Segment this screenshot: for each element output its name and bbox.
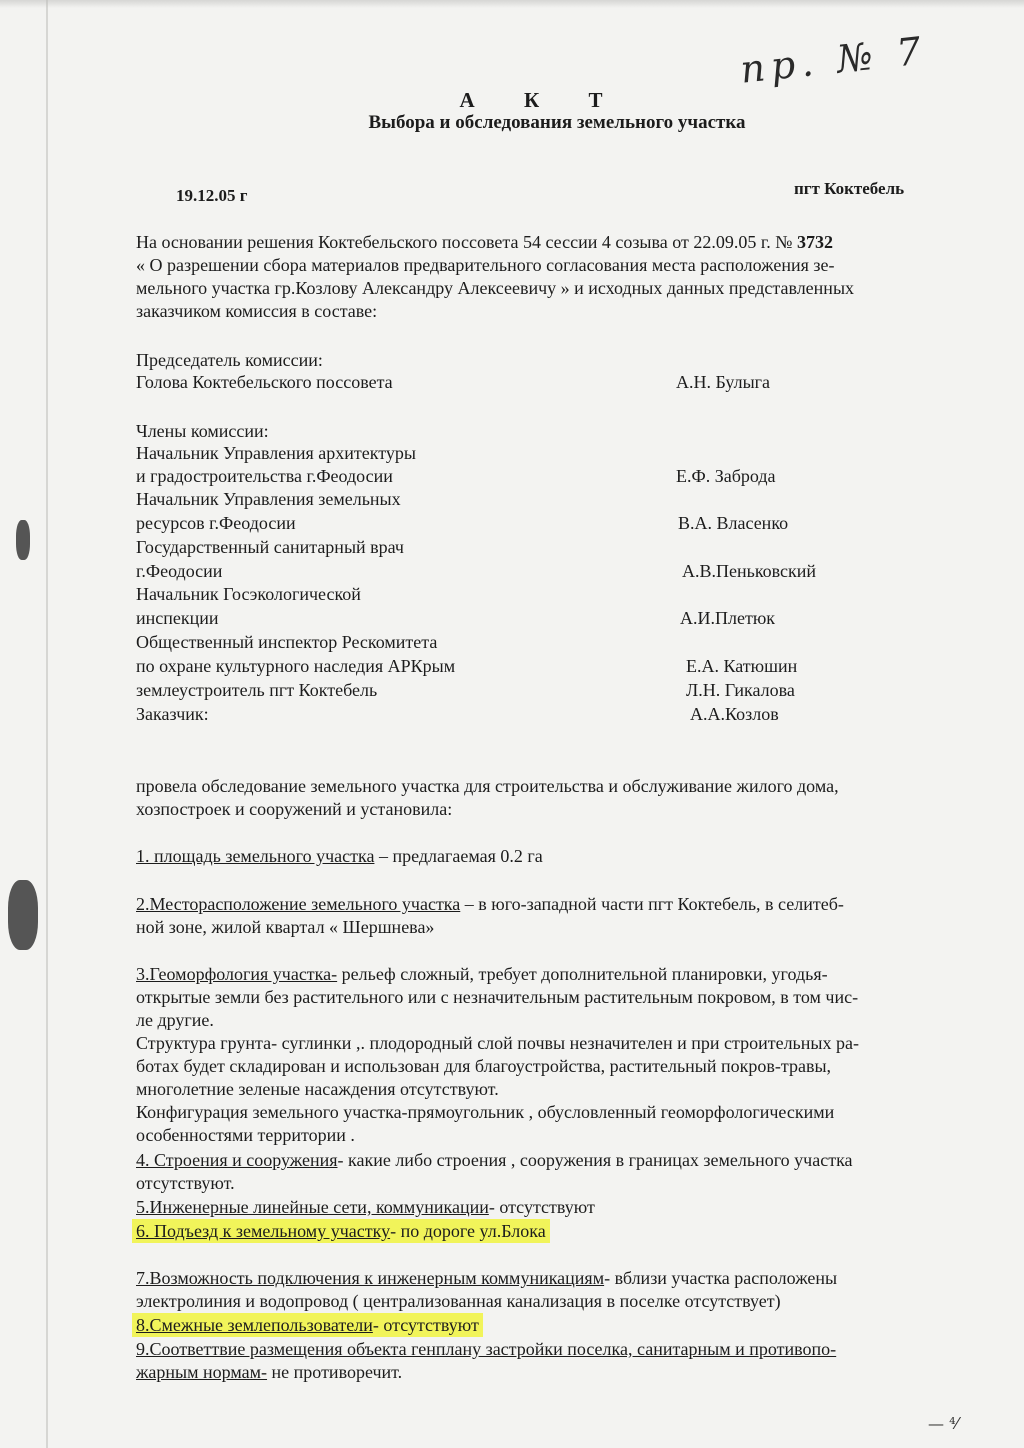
member-position: землеустроитель пгт Коктебель — [136, 680, 378, 700]
handwritten-annotation: пр. № 7 — [738, 28, 929, 92]
punch-hole-mark — [8, 880, 38, 950]
document-place: пгт Коктебель — [794, 179, 905, 198]
finding-item-8: 8.Смежные землепользователи- отсутствуют — [136, 1314, 483, 1337]
chairman-heading: Председатель комиссии: — [136, 350, 323, 370]
member-name: Е.Ф. Заброда — [676, 466, 776, 486]
customer-label: Заказчик: — [136, 704, 209, 724]
member-position: г.Феодосии — [136, 561, 223, 581]
scan-top-shadow — [0, 0, 1024, 8]
finding-item-6: 6. Подъезд к земельному участку- по дороге ул.Блока — [136, 1220, 550, 1243]
finding-item-3: 3.Геоморфология участка- рельеф сложный, требует дополнительной планировки, угодья- — [136, 964, 828, 984]
finding-item-7: 7.Возможность подключения к инженерным коммуникациям- вблизи участка расположены — [136, 1268, 838, 1288]
member-name: Л.Н. Гикалова — [686, 680, 795, 700]
member-position: Голова Коктебельского поссовета — [136, 372, 393, 392]
customer-name: А.А.Козлов — [690, 704, 779, 724]
preamble-line: « О разрешении сбора материалов предварительного согласования места расположения зе- — [136, 255, 835, 275]
finding-item-3-cont: Конфигурация земельного участка-прямоугольник , обусловленный геоморфологическими — [136, 1102, 835, 1122]
document-date: 19.12.05 г — [176, 186, 248, 205]
conclusion-intro-line: хозпостроек и сооружений и установила: — [136, 799, 453, 819]
member-position: инспекции — [136, 608, 219, 628]
finding-item-2-cont: ной зоне, жилой квартал « Шершнева» — [136, 917, 435, 937]
finding-item-3-cont: открытые земли без растительного или с незначительным растительным покровом, в том чис- — [136, 987, 859, 1007]
finding-item-5: 5.Инженерные линейные сети, коммуникации- отсутствуют — [136, 1197, 595, 1217]
member-position: Начальник Управления земельных — [136, 489, 401, 509]
preamble-line: заказчиком комиссия в составе: — [136, 301, 378, 321]
preamble-line: мельного участка гр.Козлову Александру Алексеевичу » и исходных данных представленных — [136, 278, 855, 298]
finding-item-4: 4. Строения и сооружения- какие либо строения , сооружения в границах земельного участка — [136, 1150, 853, 1170]
members-heading: Члены комиссии: — [136, 421, 269, 441]
member-position: по охране культурного наследия АРКрым — [136, 656, 456, 676]
finding-item-3-cont: ле другие. — [136, 1010, 214, 1030]
page-continuation-mark: — ⁴⁄ — [928, 1414, 959, 1433]
document-subtitle: Выбора и обследования земельного участка — [368, 112, 746, 133]
punch-hole-mark — [16, 520, 30, 560]
finding-item-4-cont: отсутствуют. — [136, 1173, 235, 1193]
finding-item-9-cont: жарным нормам- не противоречит. — [136, 1362, 403, 1382]
finding-item-3-cont: ботах будет складирован и использован для благоустройства, растительный покров-травы, — [136, 1056, 832, 1076]
member-name: А.В.Пеньковский — [682, 561, 817, 581]
preamble-line: На основании решения Коктебельского поссовета 54 сессии 4 созыва от 22.09.05 г. № 3732 — [136, 232, 833, 252]
member-position: Государственный санитарный врач — [136, 537, 404, 557]
member-name: А.И.Плетюк — [680, 608, 776, 628]
member-position: Общественный инспектор Рескомитета — [136, 632, 438, 652]
finding-item-3-cont: многолетние зеленые насаждения отсутствуют. — [136, 1079, 499, 1099]
finding-item-9: 9.Соответтвие размещения объекта генплану застройки поселка, санитарным и противопо- — [136, 1339, 837, 1359]
scan-fold-line — [46, 0, 48, 1448]
finding-item-7-cont: электролиния и водопровод ( централизованная канализация в поселке отсутствует) — [136, 1291, 781, 1311]
finding-item-1: 1. площадь земельного участка – предлагаемая 0.2 га — [136, 846, 543, 866]
finding-item-3-cont: особенностями территории . — [136, 1125, 355, 1145]
finding-item-3-cont: Структура грунта- суглинки ,. плодородный слой почвы незначителен и при строительных ра- — [136, 1033, 859, 1053]
member-position: и градостроительства г.Феодосии — [136, 466, 393, 486]
finding-item-2: 2.Месторасположение земельного участка – в юго-западной части пгт Коктебель, в селитеб- — [136, 894, 844, 914]
member-name: А.Н. Булыга — [676, 372, 771, 392]
member-position: Начальник Управления архитектуры — [136, 443, 416, 463]
conclusion-intro-line: провела обследование земельного участка для строительства и обслуживание жилого дома, — [136, 776, 839, 796]
member-position: ресурсов г.Феодосии — [136, 513, 296, 533]
document-title: А К Т — [459, 88, 625, 112]
member-position: Начальник Госэкологической — [136, 584, 361, 604]
member-name: В.А. Власенко — [678, 513, 789, 533]
member-name: Е.А. Катюшин — [686, 656, 798, 676]
